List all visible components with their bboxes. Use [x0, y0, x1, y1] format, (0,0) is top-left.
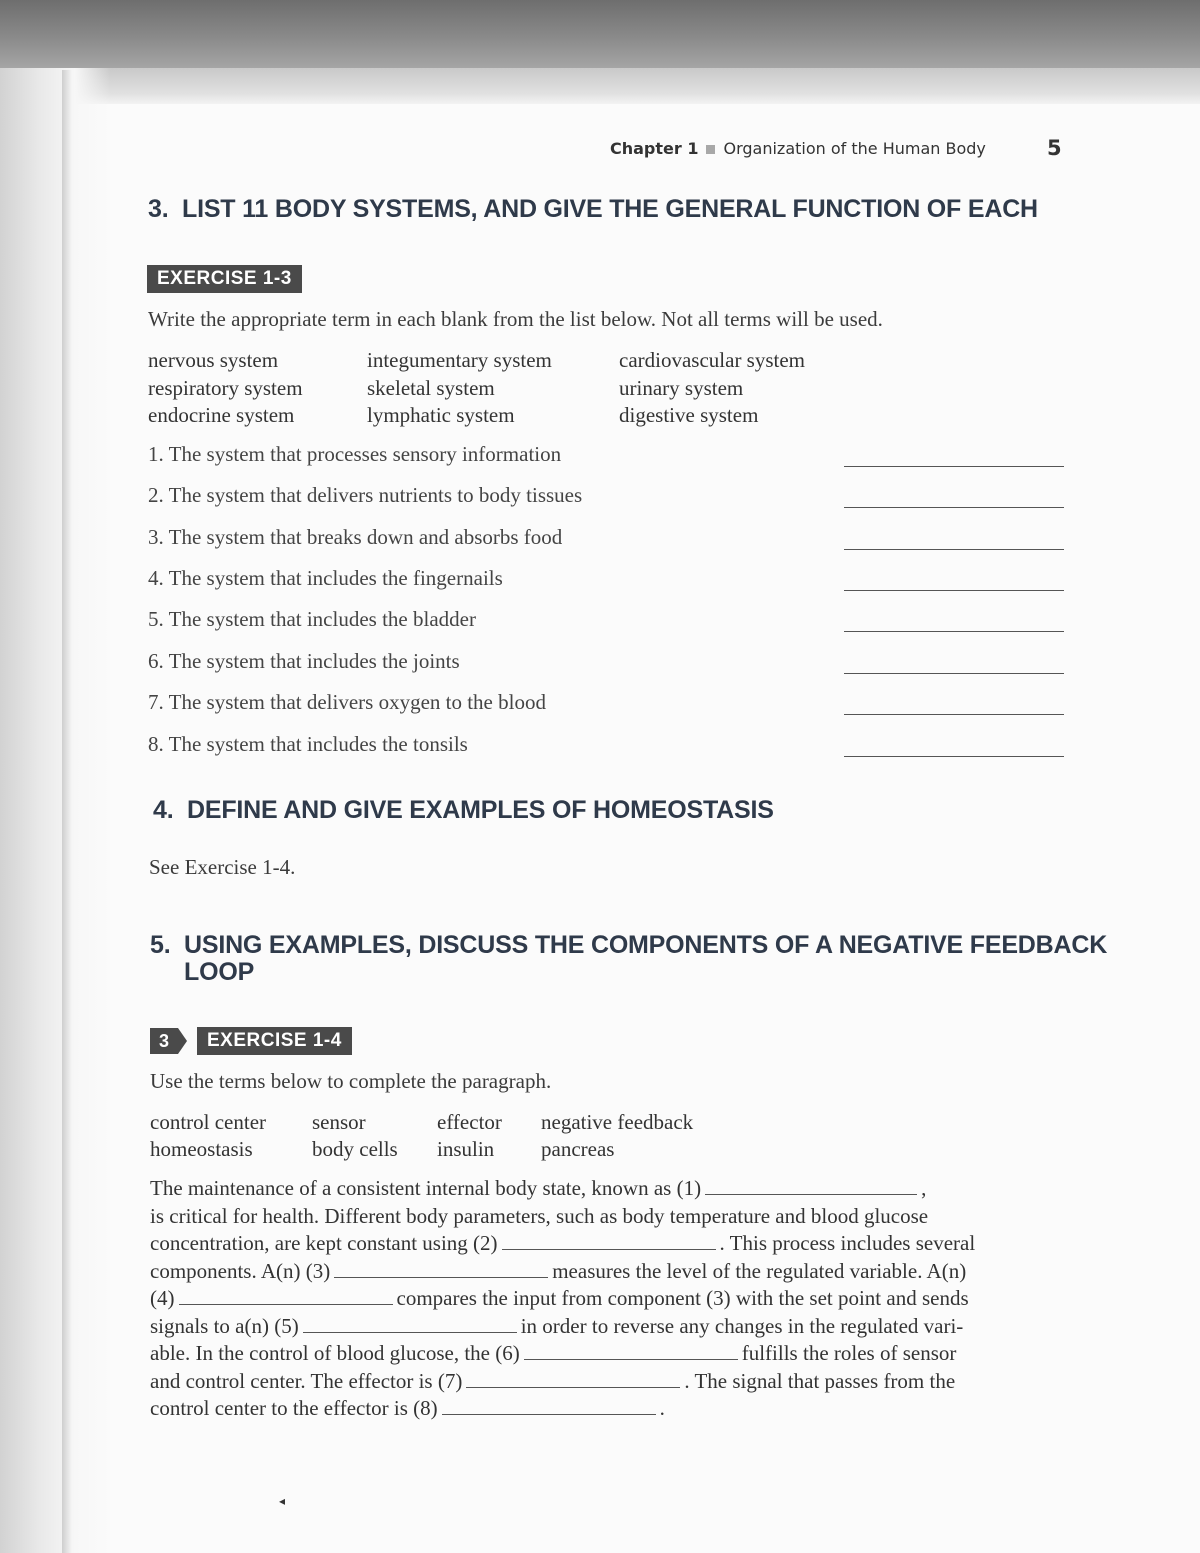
section-number: 5. [150, 931, 171, 959]
section-4-heading [153, 796, 774, 825]
term: digestive system [619, 403, 759, 427]
paragraph-text: measures the level of the regulated variable. A(n) [552, 1259, 967, 1283]
question-item [148, 483, 1078, 513]
term: skeletal system [367, 376, 495, 400]
term: body cells [312, 1137, 398, 1161]
paragraph-line [150, 1286, 969, 1311]
objective-number-tag: 3 [150, 1028, 178, 1054]
question-item [148, 690, 1078, 720]
paragraph-line [150, 1231, 975, 1256]
section-title: LIST 11 BODY SYSTEMS, AND GIVE THE GENERAL FUNCTION OF EACH [182, 195, 1038, 223]
paragraph-text: (4) [150, 1286, 175, 1310]
paragraph-text: . This process includes several [719, 1231, 976, 1255]
paragraph-text: and control center. The effector is (7) [150, 1369, 463, 1393]
scan-spine [62, 70, 72, 1553]
exercise-1-3-instruction: Write the appropriate term in each blank from the list below. Not all terms will be used. [148, 307, 883, 331]
answer-blank[interactable] [844, 590, 1064, 591]
paragraph-line [150, 1204, 928, 1229]
exercise-1-3-tag: EXERCISE 1-3 [147, 265, 302, 293]
running-head [610, 139, 986, 158]
question-item [148, 442, 1078, 472]
blank-6[interactable] [524, 1345, 738, 1360]
term: insulin [437, 1137, 495, 1161]
paragraph-text: is critical for health. Different body parameters, such as body temperature and blood glucose [150, 1204, 929, 1228]
paragraph-text: The maintenance of a consistent internal body state, known as (1) [150, 1176, 702, 1200]
question-text: 7. The system that delivers oxygen to the blood [148, 690, 546, 714]
square-bullet-icon [706, 145, 715, 154]
paragraph-text: . [659, 1396, 665, 1420]
question-text: 6. The system that includes the joints [148, 649, 460, 673]
blank-3[interactable] [334, 1263, 548, 1278]
answer-blank[interactable] [844, 673, 1064, 674]
page-number: 5 [1047, 136, 1062, 160]
term: nervous system [148, 348, 279, 372]
exercise-1-4-instruction: Use the terms below to complete the paragraph. [150, 1069, 552, 1093]
chapter-title: Organization of the Human Body [723, 139, 986, 158]
term: urinary system [619, 376, 744, 400]
paragraph-text: . The signal that passes from the [684, 1369, 956, 1393]
chapter-label: Chapter 1 [610, 139, 699, 158]
paragraph-text: control center to the effector is (8) [150, 1396, 438, 1420]
blank-1[interactable] [705, 1180, 917, 1195]
paragraph-text: able. In the control of blood glucose, the (6) [150, 1341, 520, 1365]
question-text: 8. The system that includes the tonsils [148, 732, 468, 756]
question-text: 1. The system that processes sensory information [148, 442, 562, 466]
question-item [148, 566, 1078, 596]
exercise-1-4-tag: EXERCISE 1-4 [197, 1027, 352, 1055]
paragraph-text: signals to a(n) (5) [150, 1314, 299, 1338]
term: homeostasis [150, 1137, 253, 1161]
answer-blank[interactable] [844, 549, 1064, 550]
term: sensor [312, 1110, 366, 1134]
blank-8[interactable] [442, 1400, 656, 1415]
question-item [148, 732, 1078, 762]
term: integumentary system [367, 348, 552, 372]
question-text: 3. The system that breaks down and absorbs food [148, 525, 563, 549]
question-item [148, 525, 1078, 555]
term: negative feedback [541, 1110, 694, 1134]
paragraph-text: compares the input from component (3) with the set point and sends [396, 1286, 969, 1310]
question-item [148, 607, 1078, 637]
question-text: 4. The system that includes the fingernails [148, 566, 503, 590]
section-5-heading [150, 932, 1107, 986]
paragraph-text: in order to reverse any changes in the regulated vari- [520, 1314, 964, 1338]
term: effector [437, 1110, 502, 1134]
question-text: 2. The system that delivers nutrients to body tissues [148, 483, 583, 507]
scan-top-shadow [0, 0, 1200, 68]
paragraph-text: fulfills the roles of sensor [741, 1341, 957, 1365]
term: control center [150, 1110, 267, 1134]
section-4-note: See Exercise 1-4. [149, 855, 296, 879]
paragraph-line [150, 1314, 963, 1339]
paragraph-line [150, 1369, 955, 1394]
paragraph-text: concentration, are kept constant using (2) [150, 1231, 498, 1255]
section-number: 3. [148, 195, 169, 223]
blank-4[interactable] [179, 1290, 393, 1305]
blank-7[interactable] [466, 1373, 680, 1388]
paragraph-text: components. A(n) (3) [150, 1259, 331, 1283]
question-text: 5. The system that includes the bladder [148, 607, 476, 631]
section-title-line-1: USING EXAMPLES, DISCUSS THE COMPONENTS OF A NEGATIVE FEEDBACK [184, 931, 1108, 959]
term: respiratory system [148, 376, 303, 400]
paragraph-text: , [921, 1176, 927, 1200]
term: pancreas [541, 1137, 615, 1161]
term: cardiovascular system [619, 348, 806, 372]
paragraph-line [150, 1341, 956, 1366]
term: lymphatic system [367, 403, 515, 427]
answer-blank[interactable] [844, 466, 1064, 467]
section-title-line-2: LOOP [184, 958, 255, 986]
question-item [148, 649, 1078, 679]
paragraph-line [150, 1396, 665, 1421]
scan-speck: ◂ [279, 1494, 286, 1508]
section-title: DEFINE AND GIVE EXAMPLES OF HOMEOSTASIS [187, 796, 774, 824]
blank-2[interactable] [502, 1235, 716, 1250]
paragraph-line [150, 1176, 926, 1201]
answer-blank[interactable] [844, 631, 1064, 632]
scan-gutter-shadow [0, 68, 110, 1553]
blank-5[interactable] [303, 1318, 517, 1333]
answer-blank[interactable] [844, 507, 1064, 508]
paragraph-line [150, 1259, 966, 1284]
scan-page-edge [0, 68, 1200, 104]
section-number: 4. [153, 796, 174, 824]
objective-arrow-icon [178, 1028, 187, 1054]
answer-blank[interactable] [844, 756, 1064, 757]
term: endocrine system [148, 403, 295, 427]
answer-blank[interactable] [844, 714, 1064, 715]
section-3-heading [148, 195, 1038, 224]
